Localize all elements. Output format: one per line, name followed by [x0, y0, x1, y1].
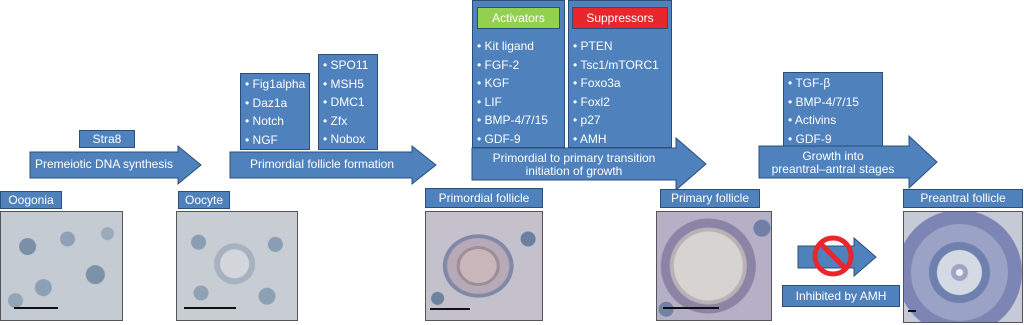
factor-item: • Nobox	[323, 130, 368, 149]
factor-item: • DMC1	[323, 93, 368, 112]
primary-follicle-micrograph	[656, 211, 772, 321]
suppressor-item: • Tsc1/mTORC1	[573, 56, 659, 75]
factors-b-list	[323, 56, 368, 149]
inhibited-label: Inhibited by AMH	[782, 285, 900, 307]
oocyte-label: Oocyte	[178, 191, 230, 209]
suppressor-item: • p27	[573, 111, 659, 130]
growth-factor-item: • Activins	[788, 111, 859, 130]
preantral-follicle-micrograph	[903, 211, 1023, 323]
formation-text: Primordial follicle formation	[249, 157, 395, 171]
oocyte-micrograph	[176, 211, 298, 321]
suppressors-box	[568, 0, 672, 148]
growth-factor-item: • GDF-9	[788, 130, 859, 149]
oogonia-scale-bar	[14, 307, 58, 309]
growth-factor-item: • BMP-4/7/15	[788, 93, 859, 112]
activator-item: • KGF	[477, 74, 548, 93]
factor-item: • Fig1alpha	[245, 75, 305, 94]
primordial-follicle-label: Primordial follicle	[425, 188, 543, 208]
growth-factor-item: • TGF-β	[788, 74, 859, 93]
factor-item: • Daz1a	[245, 94, 305, 113]
activator-item: • Kit ligand	[477, 37, 548, 56]
activators-box	[472, 0, 565, 148]
factor-item: • Zfx	[323, 112, 368, 131]
growth-text-line2: preantral–antral stages	[771, 162, 895, 176]
growth-text-line1: Growth into	[802, 149, 864, 163]
factor-item: • NGF	[245, 131, 305, 150]
premeiotic-text: Premeiotic DNA synthesis	[34, 157, 174, 171]
primary-scale-bar	[663, 307, 719, 309]
suppressor-item: • AMH	[573, 130, 659, 149]
prohibited-icon	[810, 233, 856, 279]
suppressor-item: • Foxl2	[573, 93, 659, 112]
oogonia-label: Oogonia	[0, 191, 62, 209]
transition-text-line2: initiation of growth	[525, 164, 623, 178]
suppressor-item: • Foxo3a	[573, 74, 659, 93]
activators-header: Activators	[477, 7, 560, 29]
activator-item: • FGF-2	[477, 56, 548, 75]
factor-item: • Notch	[245, 112, 305, 131]
factors-a-list	[245, 75, 305, 149]
suppressors-list	[573, 37, 659, 149]
factor-item: • SPO11	[323, 56, 368, 75]
factors-a-box	[240, 73, 310, 150]
oocyte-scale-bar	[184, 307, 236, 309]
factors-b-box	[318, 54, 378, 150]
oogonia-micrograph	[0, 211, 123, 321]
primordial-scale-bar	[430, 308, 470, 310]
stra8-label: Stra8	[79, 130, 135, 148]
activator-item: • LIF	[477, 93, 548, 112]
primary-follicle-label: Primary follicle	[660, 189, 760, 208]
factor-item: • MSH5	[323, 75, 368, 94]
activator-item: • GDF-9	[477, 130, 548, 149]
preantral-follicle-label: Preantral follicle	[903, 189, 1023, 208]
suppressor-item: • PTEN	[573, 37, 659, 56]
primordial-follicle-micrograph	[425, 211, 543, 321]
transition-text-line1: Primordial to primary transition	[492, 151, 656, 165]
activators-list	[477, 37, 548, 149]
suppressors-header: Suppressors	[572, 7, 668, 29]
preantral-scale-bar	[908, 310, 916, 312]
activator-item: • BMP-4/7/15	[477, 111, 548, 130]
